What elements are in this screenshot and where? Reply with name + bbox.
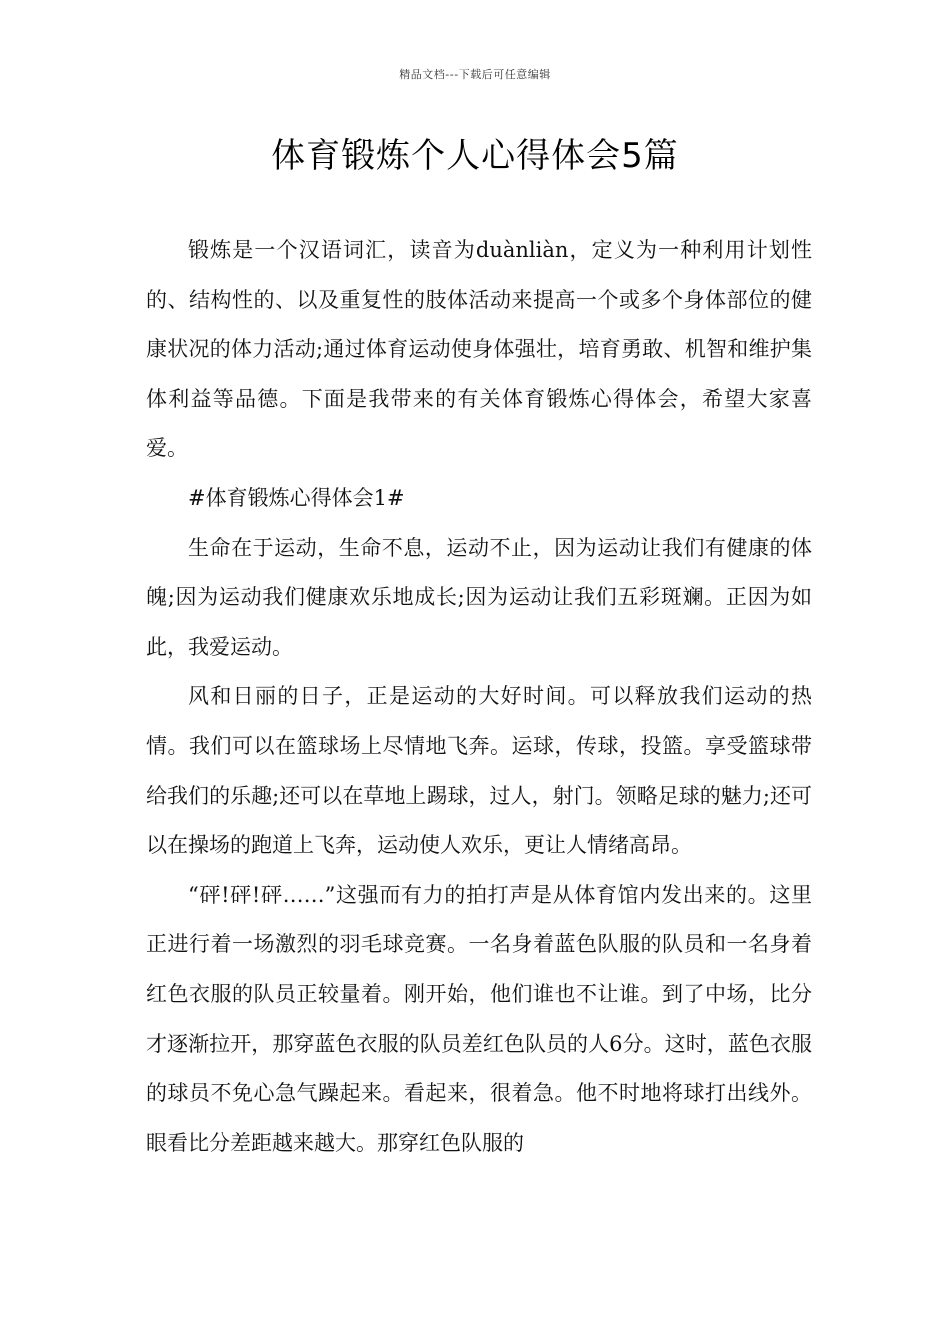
paragraph-intro: 锻炼是一个汉语词汇，读音为duànliàn，定义为一种利用计划性的、结构性的、以及重复性的肢体活动来提高一个或多个身体部位的健康状况的体力活动;通过体育运动使身体强壮，培育勇敢、机智和维护集体利益等品德。下面是我带来的有关体育锻炼心得体会，希望大家喜爱。: [146, 238, 812, 461]
paragraph: “砰!砰!砰……”这强而有力的拍打声是从体育馆内发出来的。这里正进行着一场激烈的羽毛球竞赛。一名身着蓝色队服的队员和一名身着红色衣服的队员正较量着。刚开始，他们谁也不让谁。到了中场，比分才逐渐拉开，那穿蓝色衣服的队员差红色队员的人6分。这时，蓝色衣服的球员不免心急气躁起来。看起来，很着急。他不时地将球打出线外。眼看比分差距越来越大。那穿红色队服的: [146, 882, 812, 1155]
document-title: 体育锻炼个人心得体会5篇: [271, 136, 679, 176]
paragraph: 风和日丽的日子，正是运动的大好时间。可以释放我们运动的热情。我们可以在篮球场上尽情地飞奔。运球，传球，投篮。享受篮球带给我们的乐趣;还可以在草地上踢球，过人，射门。领略足球的魅力;还可以在操场的跑道上飞奔，运动使人欢乐，更让人情绪高昂。: [146, 684, 812, 858]
paragraph: 生命在于运动，生命不息，运动不止，因为运动让我们有健康的体魄;因为运动我们健康欢乐地成长;因为运动让我们五彩斑斓。正因为如此，我爱运动。: [146, 535, 812, 659]
header-note: 精品文档---下载后可任意编辑: [399, 68, 551, 81]
section-heading: #体育锻炼心得体会1#: [188, 485, 405, 510]
document-body: [146, 226, 812, 1168]
